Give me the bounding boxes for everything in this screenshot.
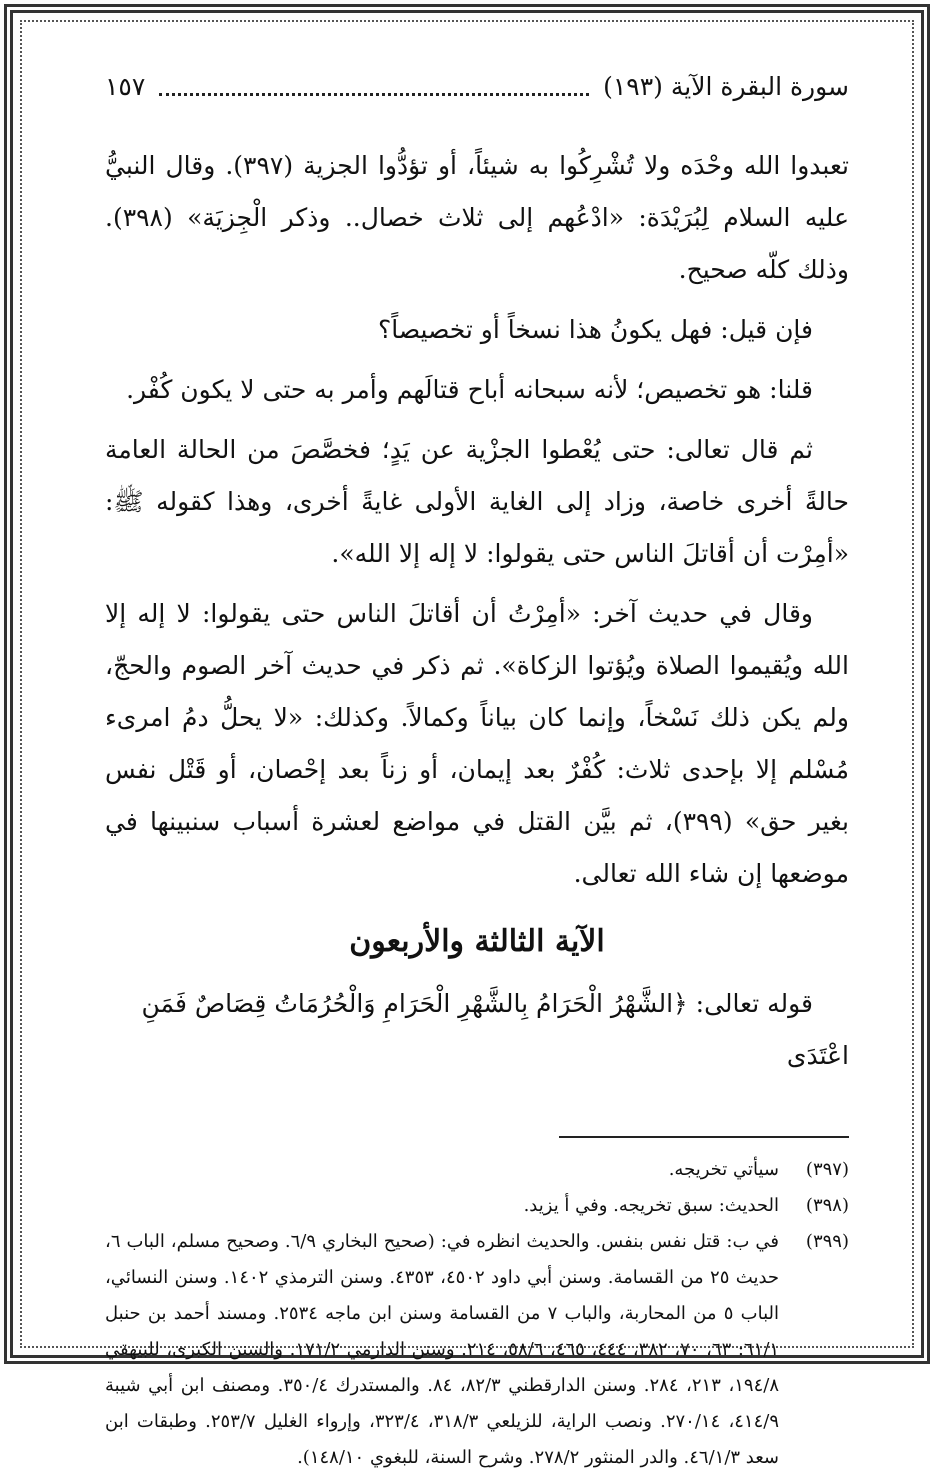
running-header xyxy=(105,62,849,112)
page-number: ١٥٧ xyxy=(105,72,146,101)
footnote-text: الحديث: سبق تخريجه. وفي أ يزيد. xyxy=(523,1195,779,1216)
header-leader-dots xyxy=(159,93,589,96)
footnote-number: (٣٩٩) xyxy=(805,1231,849,1252)
verse-line: قوله تعالى: ﴿الشَّهْرُ الْحَرَامُ بِالشَّهْرِ الْحَرَامِ وَالْحُرُمَاتُ قِصَاصٌ فَمَنِ اعْتَدَى xyxy=(141,989,849,1070)
footnote-text: في ب: قتل نفس بنفس. والحديث انظره في: (صحيح البخاري ٦/٩. وصحيح مسلم، الباب ٦، حديث ٢٥ من القسامة. وسنن أبي داود ٤٥٠٢، ٤٣٥٣. وسنن الترمذي ١٤٠٢. وسنن النسائي، الباب ٥ من المحاربة، والباب ٧ من القسامة وسنن ابن ماجه ٢٥٣٤. ومسند أحمد بن حنبل ٦١/١: ٦٣، ٧٠، ٣٨٢، ٤٤٤، ٤٦٥، ٥٨/٦، ٢١٤. وسنن الدارمي ١٧١/٢. والسنن الكبرى، للبيهقي ١٩٤/٨، ٢١٣، ٢٨٤. وسنن الدارقطني ٨٢/٣، ٨٤. والمستدرك ٣٥٠/٤. ومصنف ابن أبي شيبة ٤١٤/٩، ٢٧٠/١٤. ونصب الراية، للزيلعي ٣١٨/٣، ٣٢٣/٤، وإرواء الغليل ٢٥٣/٧. وطبقات ابن سعد ٤٦/١/٣. والدر المنثور ٢٧٨/٢. وشرح السنة، للبغوي ١٤٨/١٠). xyxy=(105,1231,780,1468)
paragraph: تعبدوا الله وحْدَه ولا تُشْرِكُوا به شيئاً، أو تؤدُّوا الجزية (٣٩٧). وقال النبيُّ عليه السلام لِبُرَيْدَة: «ادْعُهم إلى ثلاث خصال.. وذكر الْجِزيَة» (٣٩٨). وذلك كلّه صحيح. xyxy=(105,151,849,284)
footnote xyxy=(105,1152,849,1188)
section-title: الآية الثالثة والأربعون xyxy=(349,924,605,959)
footnote-text: سيأتي تخريجه. xyxy=(668,1159,779,1180)
paragraph: قلنا: هو تخصيص؛ لأنه سبحانه أباح قتالَهم وأمر به حتى لا يكون كُفْر. xyxy=(126,375,813,404)
footnote xyxy=(105,1188,849,1224)
footnote-number: (٣٩٨) xyxy=(805,1195,849,1216)
page-content xyxy=(105,62,849,1468)
footnotes xyxy=(105,1152,849,1476)
header-title: سورة البقرة الآية (١٩٣) xyxy=(603,72,849,101)
footnote xyxy=(105,1224,849,1476)
body-text xyxy=(105,140,849,900)
footnote-separator xyxy=(559,1136,849,1138)
paragraph: ثم قال تعالى: حتى يُعْطوا الجزْية عن يَدٍ؛ فخصَّصَ من الحالة العامة حالةً أخرى خاصة، وزاد إلى الغاية الأولى غايةً أخرى، وهذا كقوله ﷺ: «أمِرْت أن أقاتلَ الناس حتى يقولوا: لا إله إلا الله». xyxy=(105,435,849,568)
paragraph: وقال في حديث آخر: «أمِرْتُ أن أقاتلَ الناس حتى يقولوا: لا إله إلا الله ويُقيموا الصلاة ويُؤتوا الزكاة». ثم ذكر في حديث آخر الصوم والحجّ، ولم يكن ذلك نَسْخاً، وإنما كان بياناً وكمالاً. وكذلك: «لا يحلُّ دمُ امرىء مُسْلم إلا بإحدى ثلاث: كُفْرٌ بعد إيمان، أو زناً بعد إحْصان، أو قَتْل نفس بغير حق» (٣٩٩)، ثم بيَّن القتل في مواضع لعشرة أسباب سنبينها في موضعها إن شاء الله تعالى. xyxy=(105,599,849,888)
paragraph: فإن قيل: فهل يكونُ هذا نسخاً أو تخصيصاً؟ xyxy=(377,315,813,344)
footnote-number: (٣٩٧) xyxy=(805,1159,849,1180)
